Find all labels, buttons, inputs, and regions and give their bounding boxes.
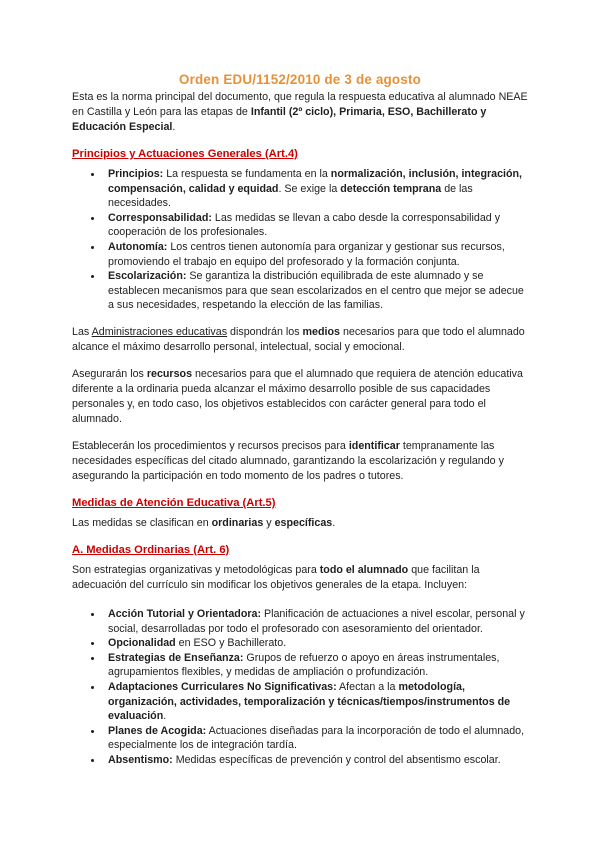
intro-paragraph — [72, 90, 528, 135]
intro-text: Esta es la norma principal del documento, que regula la respuesta educativa al alumnado NEAE en Castilla y León para las etapas de — [72, 91, 528, 118]
section-medidas-heading: Medidas de Atención Educativa (Art.5) — [72, 496, 276, 509]
list-item-adaptaciones: • Adaptaciones Curriculares No Significativas: Afectan a la metodología, organización, actividades, temporalización y técnicas/tiempos/instrumentos de evaluación. — [103, 680, 528, 724]
recursos-paragraph: Asegurarán los recursos necesarios para que el alumnado que requiera de atención educativa diferente a la ordinaria pueda alcanzar el máximo desarrollo posible de sus capacidades personales y, en todo caso, los objetivos establecidos con carácter general para todo el alumnado. — [72, 367, 523, 425]
administraciones-link: Administraciones educativas — [91, 325, 228, 338]
list-item-accion-tutorial: • Acción Tutorial y Orientadora: Planificación de actuaciones a nivel escolar, personal y social, desarrolladas por todo el profesorado con asesoramiento del orientador. — [103, 607, 528, 636]
administraciones-paragraph: Las Administraciones educativas dispondrán los medios necesarios para que todo el alumnado alcance el máximo desarrollo personal, intelectual, social y emocional. — [72, 325, 525, 353]
list-item-principios: • Principios: La respuesta se fundamenta en la normalización, inclusión, integración, compensación, calidad y equidad. Se exige la detección temprana de las necesidades. — [103, 167, 528, 211]
medidas-paragraph: Las medidas se clasifican en ordinarias y específicas. — [72, 516, 336, 529]
list-item-autonomia: • Autonomía: Los centros tienen autonomía para organizar y gestionar sus recursos, promoviendo el trabajo en equipo del profesorado y la formación conjunta. — [103, 240, 528, 269]
section-ordinarias-heading: A. Medidas Ordinarias (Art. 6) — [72, 543, 230, 556]
document-title: Orden EDU/1152/2010 de 3 de agosto — [179, 72, 421, 87]
list-item-opcionalidad: • Opcionalidad en ESO y Bachillerato. — [103, 636, 528, 651]
intro-stages: Infantil (2º ciclo), Primaria, ESO, Bachillerato y Educación Especial — [72, 106, 487, 133]
section-principios-heading: Principios y Actuaciones Generales (Art.4) — [72, 148, 298, 160]
ordinarias-paragraph: Son estrategias organizativas y metodológicas para todo el alumnado que facilitan la adecuación del currículo sin modificar los objetivos generales de la etapa. Incluyen: — [72, 563, 480, 591]
identificar-paragraph: Establecerán los procedimientos y recursos precisos para identificar tempranamente las necesidades específicas del citado alumnado, garantizando la escolarización y regulando y asegurando la participación en todo momento de los padres o tutores. — [72, 439, 504, 482]
list-item-corresponsabilidad: • Corresponsabilidad: Las medidas se llevan a cabo desde la corresponsabilidad y cooperación de los profesionales. — [103, 211, 528, 240]
list-item-planes-acogida: • Planes de Acogida: Actuaciones diseñadas para la incorporación de todo el alumnado, especialmente los de integración tardía. — [103, 724, 528, 753]
list-item-absentismo: • Absentismo: Medidas específicas de prevención y control del absentismo escolar. — [103, 753, 528, 768]
list-item-estrategias: • Estrategias de Enseñanza: Grupos de refuerzo o apoyo en áreas instrumentales, agrupamientos flexibles, y medidas de ampliación o profundización. — [103, 651, 528, 680]
principios-list — [72, 167, 528, 313]
intro-end: . — [172, 121, 176, 133]
ordinarias-list — [72, 607, 528, 768]
list-item-escolarizacion: • Escolarización: Se garantiza la distribución equilibrada de este alumnado y se establecen mecanismos para que sean escolarizados en el centro que mejor se adecue a sus necesidades, respetando la elección de las familias. — [103, 269, 528, 313]
